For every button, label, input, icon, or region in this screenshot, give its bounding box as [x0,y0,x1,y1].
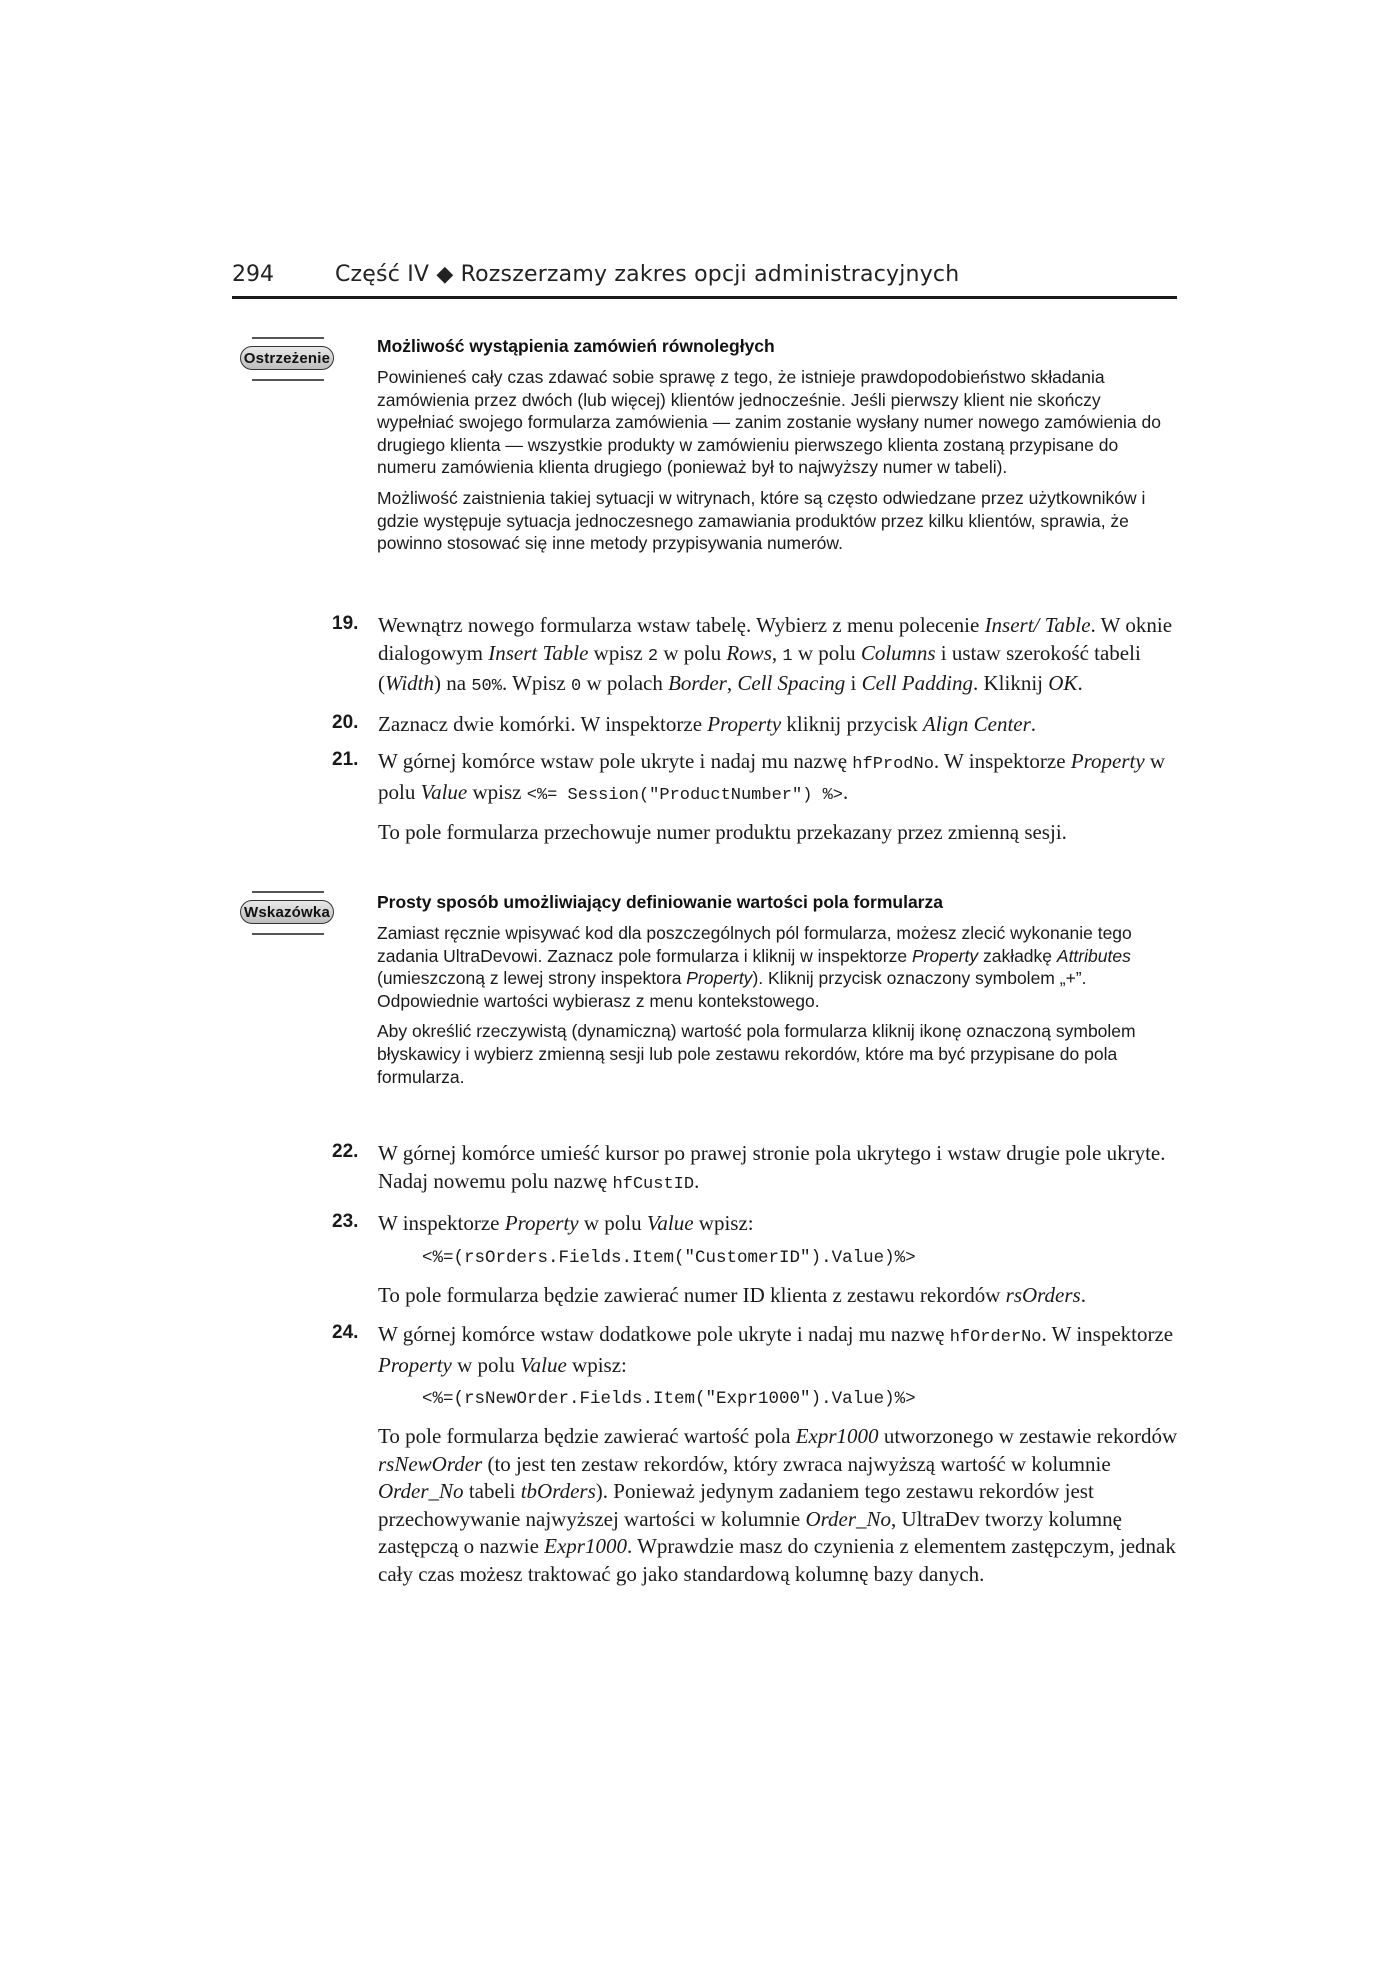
step-number: 19. [332,613,359,634]
step-number: 20. [332,711,359,733]
code-line-order-number: <%=(rsNewOrder.Fields.Item("Expr1000").Value)%> [422,1389,916,1409]
tip-badge-label: Wskazówka [244,903,330,921]
step-24 [332,1321,1182,1379]
step-21 [332,748,1182,809]
tip-heading: Prosty sposób umożliwiający definiowanie wartości pola formularza [377,892,943,912]
tip-paragraph-2: Aby określić rzeczywistą (dynamiczną) wartość pola formularza kliknij ikonę oznaczoną symbolem błyskawicy i wybierz zmienną sesji lub pole zestawu rekordów, które ma być przypisane do pola formularza. [377,1021,1136,1087]
step-text: W inspektorze Property w polu Value wpisz: [378,1211,754,1235]
steps-block-2 [332,1140,1182,1588]
step-number: 21. [332,749,359,770]
step-text: Wewnątrz nowego formularza wstaw tabelę. Wybierz z menu polecenie Insert/ Table. W oknie dialogowym Insert Table wpisz 2 w polu Rows, 1 w polu Columns i ustaw szerokość tabeli (Width) na 50%. Wpisz 0 w polach Border, Cell Spacing i Cell Padding. Kliknij OK. [378,613,1173,696]
step-number: 24. [332,1322,359,1343]
step-23-note: To pole formularza będzie zawierać numer ID klienta z zestawu rekordów rsOrders. [378,1282,1086,1307]
step-21-note: To pole formularza przechowuje numer produktu przekazany przez zmienną sesji. [378,820,1067,844]
step-23 [332,1210,1182,1238]
step-number: 22. [332,1141,359,1162]
tip-paragraph-1: Zamiast ręcznie wpisywać kod dla poszczególnych pól formularza, możesz zlecić wykonanie tego zadania UltraDevowi. Zaznacz pole formularza i kliknij w inspektorze Property zakładkę Attributes (umieszczoną z lewej strony inspektora Property). Kliknij przycisk oznaczony symbolem „+”. Odpowiednie wartości wybierasz z menu kontekstowego. [377,923,1132,1011]
step-text: W górnej komórce wstaw dodatkowe pole ukryte i nadaj mu nazwę hfOrderNo. W inspektorze Property w polu Value wpisz: [378,1322,1174,1377]
step-text: W górnej komórce wstaw pole ukryte i nadaj mu nazwę hfProdNo. W inspektorze Property w polu Value wpisz <%= Session("ProductNumber") %>. [378,749,1166,805]
warning-badge [232,346,336,372]
steps-block-1 [332,612,1182,847]
step-20 [332,711,1182,739]
tip-badge [232,900,336,926]
step-19 [332,612,1182,701]
step-number: 23. [332,1211,359,1232]
warning-paragraph-2: Możliwość zaistnienia takiej sytuacji w witrynach, które są często odwiedzane przez użytkowników i gdzie występuje sytuacja jednoczesnego zamawiania produktów przez kilku klientów, sprawia, że powinno stosować się inne metody przypisywania numerów. [377,487,1146,554]
step-text: Zaznacz dwie komórki. W inspektorze Property kliknij przycisk Align Center. [378,711,1037,736]
code-line-customer-id: <%=(rsOrders.Fields.Item("CustomerID").Value)%> [422,1247,916,1268]
tip-box [377,892,1177,1096]
step-24-note: To pole formularza będzie zawierać wartość pola Expr1000 utworzonego w zestawie rekordów rsNewOrder (to jest ten zestaw rekordów, który zwraca najwyższą wartość w kolumnie Order_No tabeli tbOrders). Ponieważ jedynym zadaniem tego zestawu rekordów jest przechowywanie najwyższej wartości w kolumnie Order_No, UltraDev tworzy kolumnę zastępczą o nazwie Expr1000. Wprawdzie masz do czynienia z elementem zastępczym, jednak cały czas możesz traktować go jako standardową kolumnę bazy danych. [378,1424,1178,1586]
step-text: W górnej komórce umieść kursor po prawej stronie pola ukrytego i wstaw drugie pole ukryte. Nadaj nowemu polu nazwę hfCustID. [378,1141,1166,1194]
warning-box [377,336,1177,563]
warning-badge-label: Ostrzeżenie [243,349,331,367]
chapter-title: Część IV ◆ Rozszerzamy zakres opcji administracyjnych [335,262,960,287]
page-number: 294 [232,262,274,287]
header-rule [232,296,1177,299]
warning-heading: Możliwość wystąpienia zamówień równoległych [377,336,775,356]
warning-paragraph-1: Powinieneś cały czas zdawać sobie sprawę z tego, że istnieje prawdopodobieństwo składania zamówienia przez dwóch (lub więcej) klientów jednocześnie. Jeśli pierwszy klient nie skończy wypełniać swojego formularza zamówienia — zanim zostanie wysłany numer nowego zamówienia do drugiego klienta — wszystkie produkty w zamówieniu pierwszego klienta zostaną przypisane do numeru zamówienia klienta drugiego (ponieważ był to najwyższy numer w tabeli). [377,367,1161,478]
step-22 [332,1140,1182,1198]
